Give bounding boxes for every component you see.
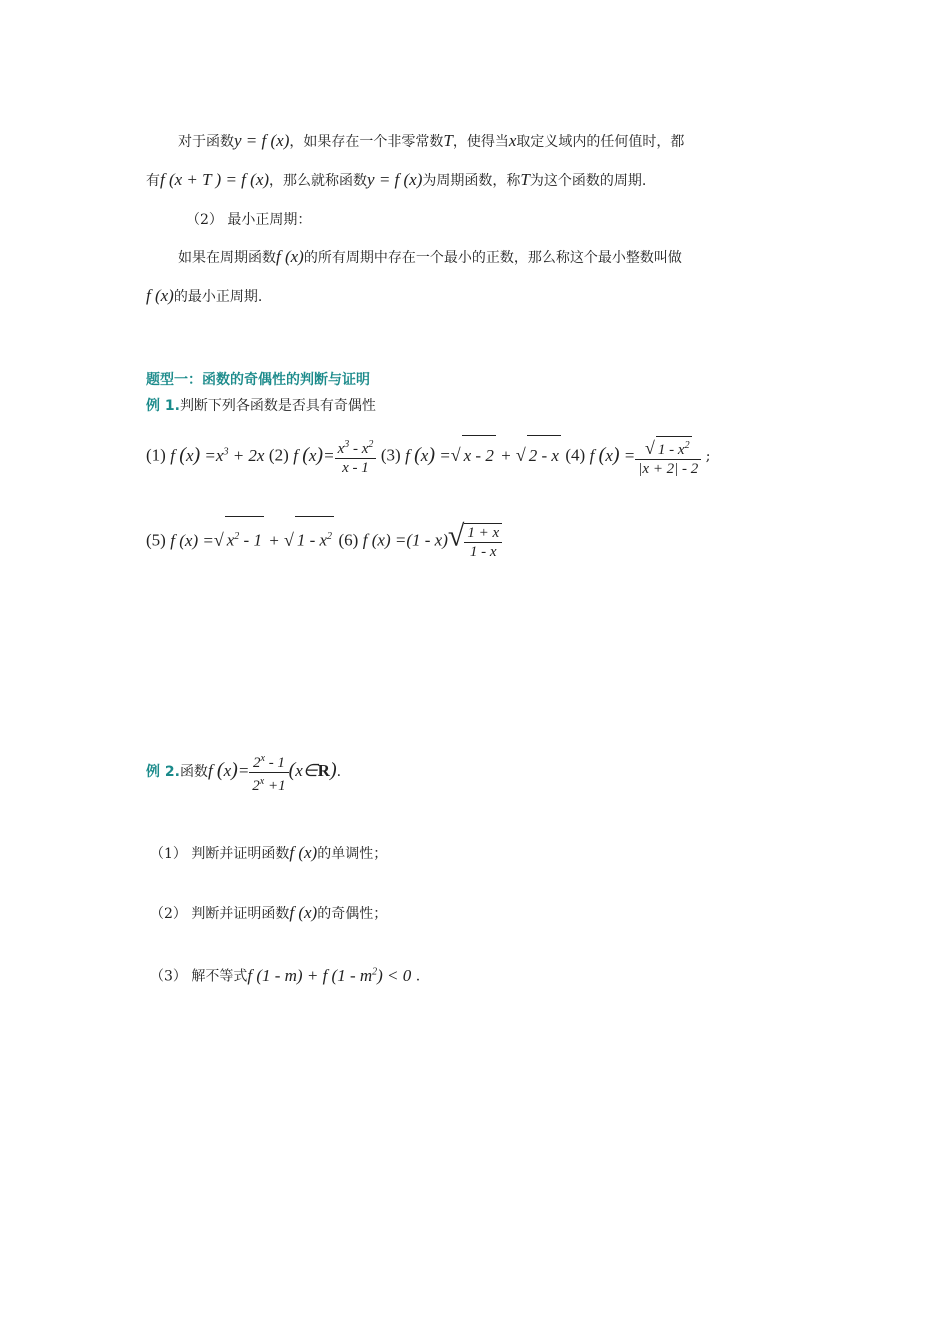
- math-fx: f (x): [289, 903, 318, 922]
- definition-line-2: 有f (x + T ) = f (x)，那么就称函数y = f (x)为周期函数，称T为这个函数的周期.: [146, 170, 647, 189]
- math-fx: f (x): [289, 843, 318, 862]
- item-6-label: (6): [338, 530, 359, 550]
- example2-lhs: f (x)=: [207, 759, 250, 781]
- item-6-fraction: $\frac{1 + x}{1 - x}$: [464, 523, 502, 561]
- section-heading: 题型一：函数的奇偶性的判断与证明: [146, 372, 370, 388]
- example1-items-row1: [146, 432, 710, 478]
- math-periodic-identity: f (x + T ) = f (x): [160, 170, 270, 189]
- item-5-formula: f (x) =√ $x^2 - 1$ + √ $1 - x^2$: [170, 531, 334, 550]
- math-fx: f (x): [146, 286, 174, 305]
- item-1-label: (1): [146, 445, 166, 465]
- q3-period: .: [411, 968, 421, 985]
- example1-title: 例 1.判断下列各函数是否具有奇偶性: [146, 398, 376, 414]
- example1-label: 例 1.: [146, 398, 180, 414]
- item-5-label: (5): [146, 530, 166, 550]
- item-2-lhs: f (x)=: [293, 443, 335, 466]
- item-2-label: (2): [268, 445, 289, 465]
- item-4-fraction: $\frac{√ 1 - x^2}{|x + 2| - 2}$: [635, 436, 701, 478]
- example2-q2: （2） 判断并证明函数f (x)的奇偶性；: [150, 903, 388, 922]
- math-T: T: [443, 131, 453, 150]
- math-x: x: [508, 131, 517, 150]
- math-T: T: [520, 170, 530, 189]
- example2-fraction: $\frac{2^x - 1}{2^x +1}$: [249, 750, 288, 795]
- item-1-formula: f $(x) =x^3 + 2x$: [170, 443, 265, 466]
- math-fx: f (x): [276, 247, 304, 266]
- item-3-formula: f (x) =√ x - 2 + √ 2 - x: [405, 446, 561, 465]
- example2-title: 例 2.函数f (x)= $\frac{2^x - 1}{2^x +1}$ (x∈R).: [146, 748, 341, 795]
- example2-label: 例 2.: [146, 764, 180, 780]
- example2-q1: （1） 判断并证明函数f (x)的单调性；: [150, 843, 388, 862]
- example2-domain: (x∈R): [288, 759, 337, 781]
- min-period-title: （2） 最小正周期：: [186, 212, 312, 228]
- math-inequality: f (1 - m) + f $(1 - m^2) < 0$: [247, 965, 412, 985]
- min-period-line-2: f (x)的最小正周期.: [146, 286, 263, 305]
- example2-period: .: [336, 764, 342, 780]
- example2-q3: （3） 解不等式f (1 - m) + f $(1 - m^2) < 0$ .: [150, 965, 421, 985]
- item-4-lhs: f (x) =: [589, 443, 636, 466]
- math-y-eq-fx: y = f (x): [234, 131, 290, 150]
- math-y-eq-fx: y = f (x): [367, 170, 423, 189]
- example1-items-row2: (5) f (x) =√ $x^2 - 1$ + √ $1 - x^2$ (6) f (x) =(1 - x)√ $\frac{1 + x}{1 - x}$: [146, 516, 502, 562]
- min-period-line-1: 如果在周期函数f (x)的所有周期中存在一个最小的正数，那么称这个最小整数叫做: [178, 247, 682, 266]
- item-6-lhs: f (x) =(1 - x): [362, 530, 448, 550]
- item-3-label: (3): [380, 445, 401, 465]
- item-4-label: (4): [565, 445, 586, 465]
- item-4-separator: ;: [701, 448, 711, 465]
- item-2-fraction: $\frac{x^3 - x^2}{x - 1}$: [335, 436, 377, 477]
- definition-line-1: 对于函数y = f (x)，如果存在一个非零常数T，使得当x取定义域内的任何值时，都: [178, 131, 685, 150]
